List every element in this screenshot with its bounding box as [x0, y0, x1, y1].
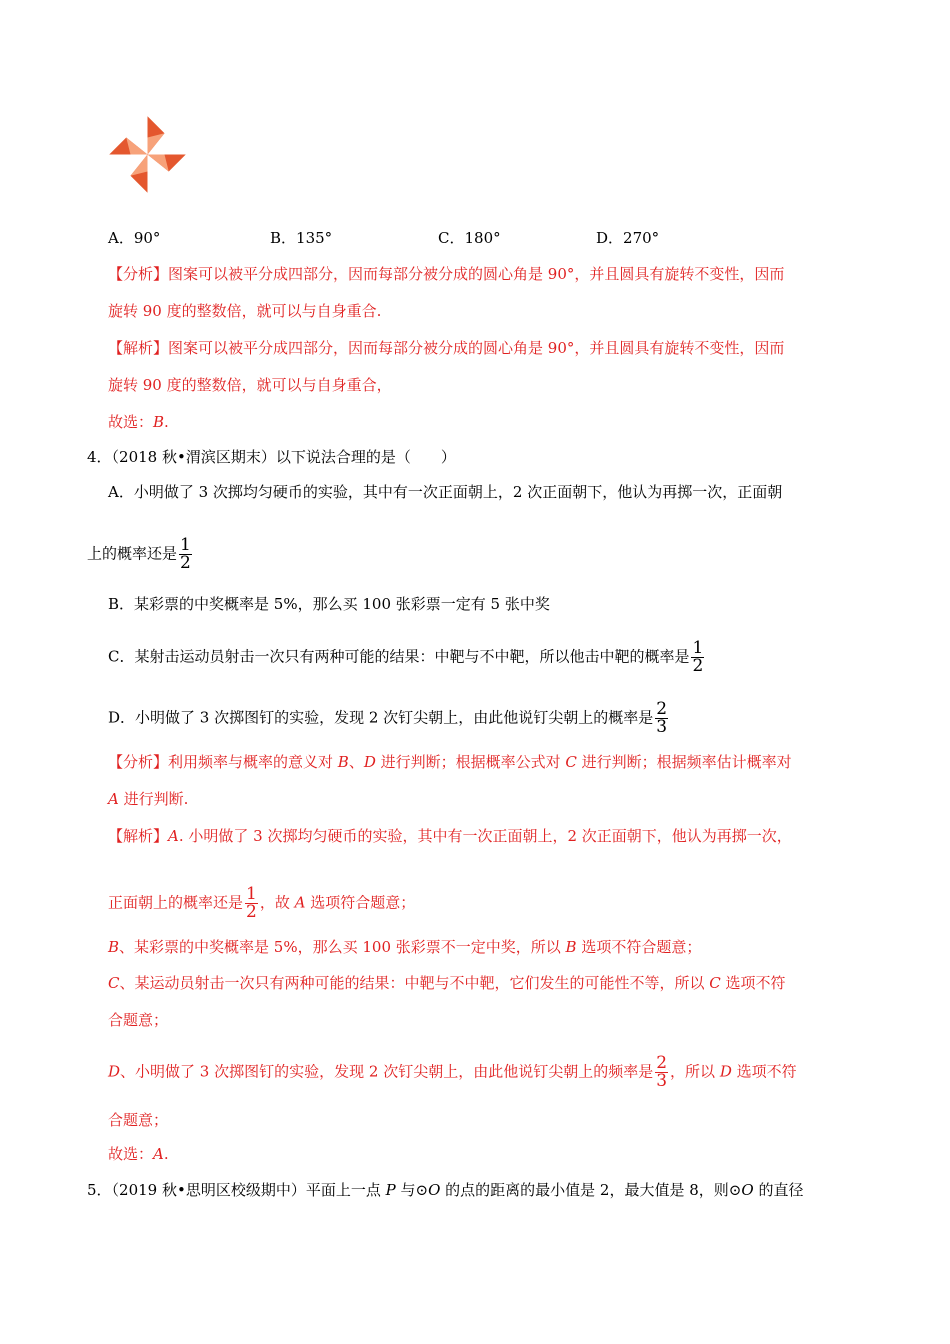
option-d: D．270° [596, 229, 660, 247]
fraction [245, 886, 258, 921]
fraction [655, 1055, 668, 1090]
option-a-text: 上的概率还是 [87, 544, 178, 563]
var-b: B [565, 938, 577, 956]
analysis-text: 利用频率与概率的意义对 [168, 753, 338, 771]
q4-solution-c-line-2: 合题意； [108, 1011, 169, 1029]
analysis-text: 进行判断. [118, 790, 189, 808]
var-o: O [741, 1181, 754, 1199]
q4-analysis-line-2 [108, 789, 188, 809]
circle-symbol: ⊙ [728, 1181, 742, 1199]
solution-tag: 【解析】 [108, 339, 169, 357]
pinwheel-figure [105, 112, 190, 197]
q3-analysis-line-2: 旋转 90 度的整数倍，就可以与自身重合. [108, 302, 382, 320]
answer-letter: B [153, 413, 165, 431]
var-d: D [108, 1062, 121, 1081]
fraction [691, 640, 704, 675]
q4-solution-b [108, 937, 701, 957]
q5-text: 的点的距离的最小值是 2，最大值是 8，则 [440, 1181, 729, 1199]
q4-option-d [108, 701, 670, 736]
var-p: P [385, 1181, 396, 1199]
pinwheel-blade [131, 155, 148, 193]
var-d: D [363, 753, 376, 771]
var-b: B [337, 753, 349, 771]
fraction-denominator: 2 [180, 553, 191, 573]
analysis-tag: 【分析】 [108, 753, 169, 771]
q5-text: 的直径 [753, 1181, 804, 1199]
option-c: C．180° [438, 229, 501, 247]
fraction-denominator: 3 [656, 1071, 668, 1091]
q4-option-a-line-2 [87, 537, 194, 572]
q4-option-a-line-1: A．小明做了 3 次掷均匀硬币的实验，其中有一次正面朝上，2 次正面朝下，他认为再掷一次，正面朝 [108, 483, 783, 501]
solution-text: ，故 [259, 893, 295, 912]
var-d: D [719, 1062, 732, 1081]
var-o: O [428, 1181, 441, 1199]
answer-end: . [163, 1145, 169, 1163]
fraction-denominator: 3 [656, 717, 668, 737]
q3-solution-line-1 [108, 338, 784, 358]
separator: 、 [348, 753, 364, 771]
q4-option-b: B．某彩票的中奖概率是 5%，那么买 100 张彩票一定有 5 张中奖 [108, 595, 550, 613]
q4-solution-d-line-2: 合题意； [108, 1111, 169, 1129]
q4-solution-a-line-2 [108, 886, 415, 921]
var-c: C [565, 753, 577, 771]
solution-text: ，所以 [670, 1062, 720, 1081]
q4-solution-d-line-1 [108, 1055, 797, 1090]
q5-text: 与 [395, 1181, 416, 1199]
analysis-text: 进行判断；根据频率估计概率对 [576, 753, 792, 771]
var-c: C [709, 974, 721, 992]
var-a: A [108, 790, 119, 808]
q4-analysis-line-1 [108, 752, 792, 772]
fraction-denominator: 2 [692, 656, 704, 676]
answer-prefix: 故选： [108, 413, 154, 431]
fraction-numerator: 1 [180, 535, 191, 555]
q4-solution-c-line-1 [108, 973, 786, 993]
q3-analysis-line-1 [108, 264, 784, 284]
option-a: A．90° [108, 229, 161, 247]
pinwheel-blade [109, 138, 147, 155]
fraction [179, 537, 192, 572]
answer-letter: A [153, 1145, 164, 1163]
option-d-text: D．小明做了 3 次掷图钉的实验，发现 2 次钉尖朝上，由此他说钉尖朝上的概率是 [108, 708, 654, 727]
solution-text: 、某彩票的中奖概率是 5%，那么买 100 张彩票不一定中奖，所以 [119, 938, 566, 956]
q3-answer [108, 412, 169, 432]
var-a: A [168, 827, 179, 845]
solution-text: 选项不符合题意； [576, 938, 702, 956]
circle-symbol: ⊙ [415, 1181, 429, 1199]
q3-solution-line-2: 旋转 90 度的整数倍，就可以与自身重合， [108, 376, 392, 394]
analysis-text: 进行判断；根据概率公式对 [375, 753, 566, 771]
fraction-denominator: 2 [246, 902, 257, 922]
var-c: C [108, 974, 120, 992]
q4-stem: 4．（2018 秋•渭滨区期末）以下说法合理的是（ ） [87, 448, 456, 466]
fraction-numerator: 1 [246, 884, 257, 904]
q4-answer [108, 1144, 169, 1164]
solution-text: . 小明做了 3 次掷均匀硬币的实验，其中有一次正面朝上，2 次正面朝下，他认为再掷一次， [178, 827, 792, 845]
solution-text: 选项不符 [720, 974, 786, 992]
answer-end: . [164, 413, 169, 431]
q4-solution-a-line-1 [108, 826, 792, 846]
solution-text: 选项不符 [731, 1062, 797, 1081]
q5-text: 5．（2019 秋•思明区校级期中）平面上一点 [87, 1181, 386, 1199]
solution-text: 正面朝上的概率还是 [108, 893, 244, 912]
solution-text: 、小明做了 3 次掷图钉的实验，发现 2 次钉尖朝上，由此他说钉尖朝上的频率是 [120, 1062, 654, 1081]
analysis-tag: 【分析】 [108, 265, 169, 283]
solution-text: 选项符合题意； [305, 893, 416, 912]
q5-stem [87, 1180, 803, 1200]
fraction-numerator: 2 [656, 699, 668, 719]
var-b: B [108, 938, 120, 956]
option-c-text: C．某射击运动员射击一次只有两种可能的结果：中靶与不中靶，所以他击中靶的概率是 [108, 647, 690, 666]
pinwheel-blade [148, 155, 186, 172]
var-a: A [294, 893, 306, 912]
fraction-numerator: 1 [692, 638, 704, 658]
option-b: B．135° [270, 229, 333, 247]
solution-text: 、某运动员射击一次只有两种可能的结果：中靶与不中靶，它们发生的可能性不等，所以 [119, 974, 710, 992]
pinwheel-blade [148, 116, 165, 154]
answer-prefix: 故选： [108, 1145, 154, 1163]
q4-option-c [108, 640, 706, 675]
solution-tag: 【解析】 [108, 827, 169, 845]
solution-text: 图案可以被平分成四部分，因而每部分被分成的圆心角是 90°，并且圆具有旋转不变性，因而 [168, 339, 785, 357]
analysis-text: 图案可以被平分成四部分，因而每部分被分成的圆心角是 90°，并且圆具有旋转不变性，因而 [168, 265, 785, 283]
fraction-numerator: 2 [656, 1053, 668, 1073]
fraction [655, 701, 668, 736]
